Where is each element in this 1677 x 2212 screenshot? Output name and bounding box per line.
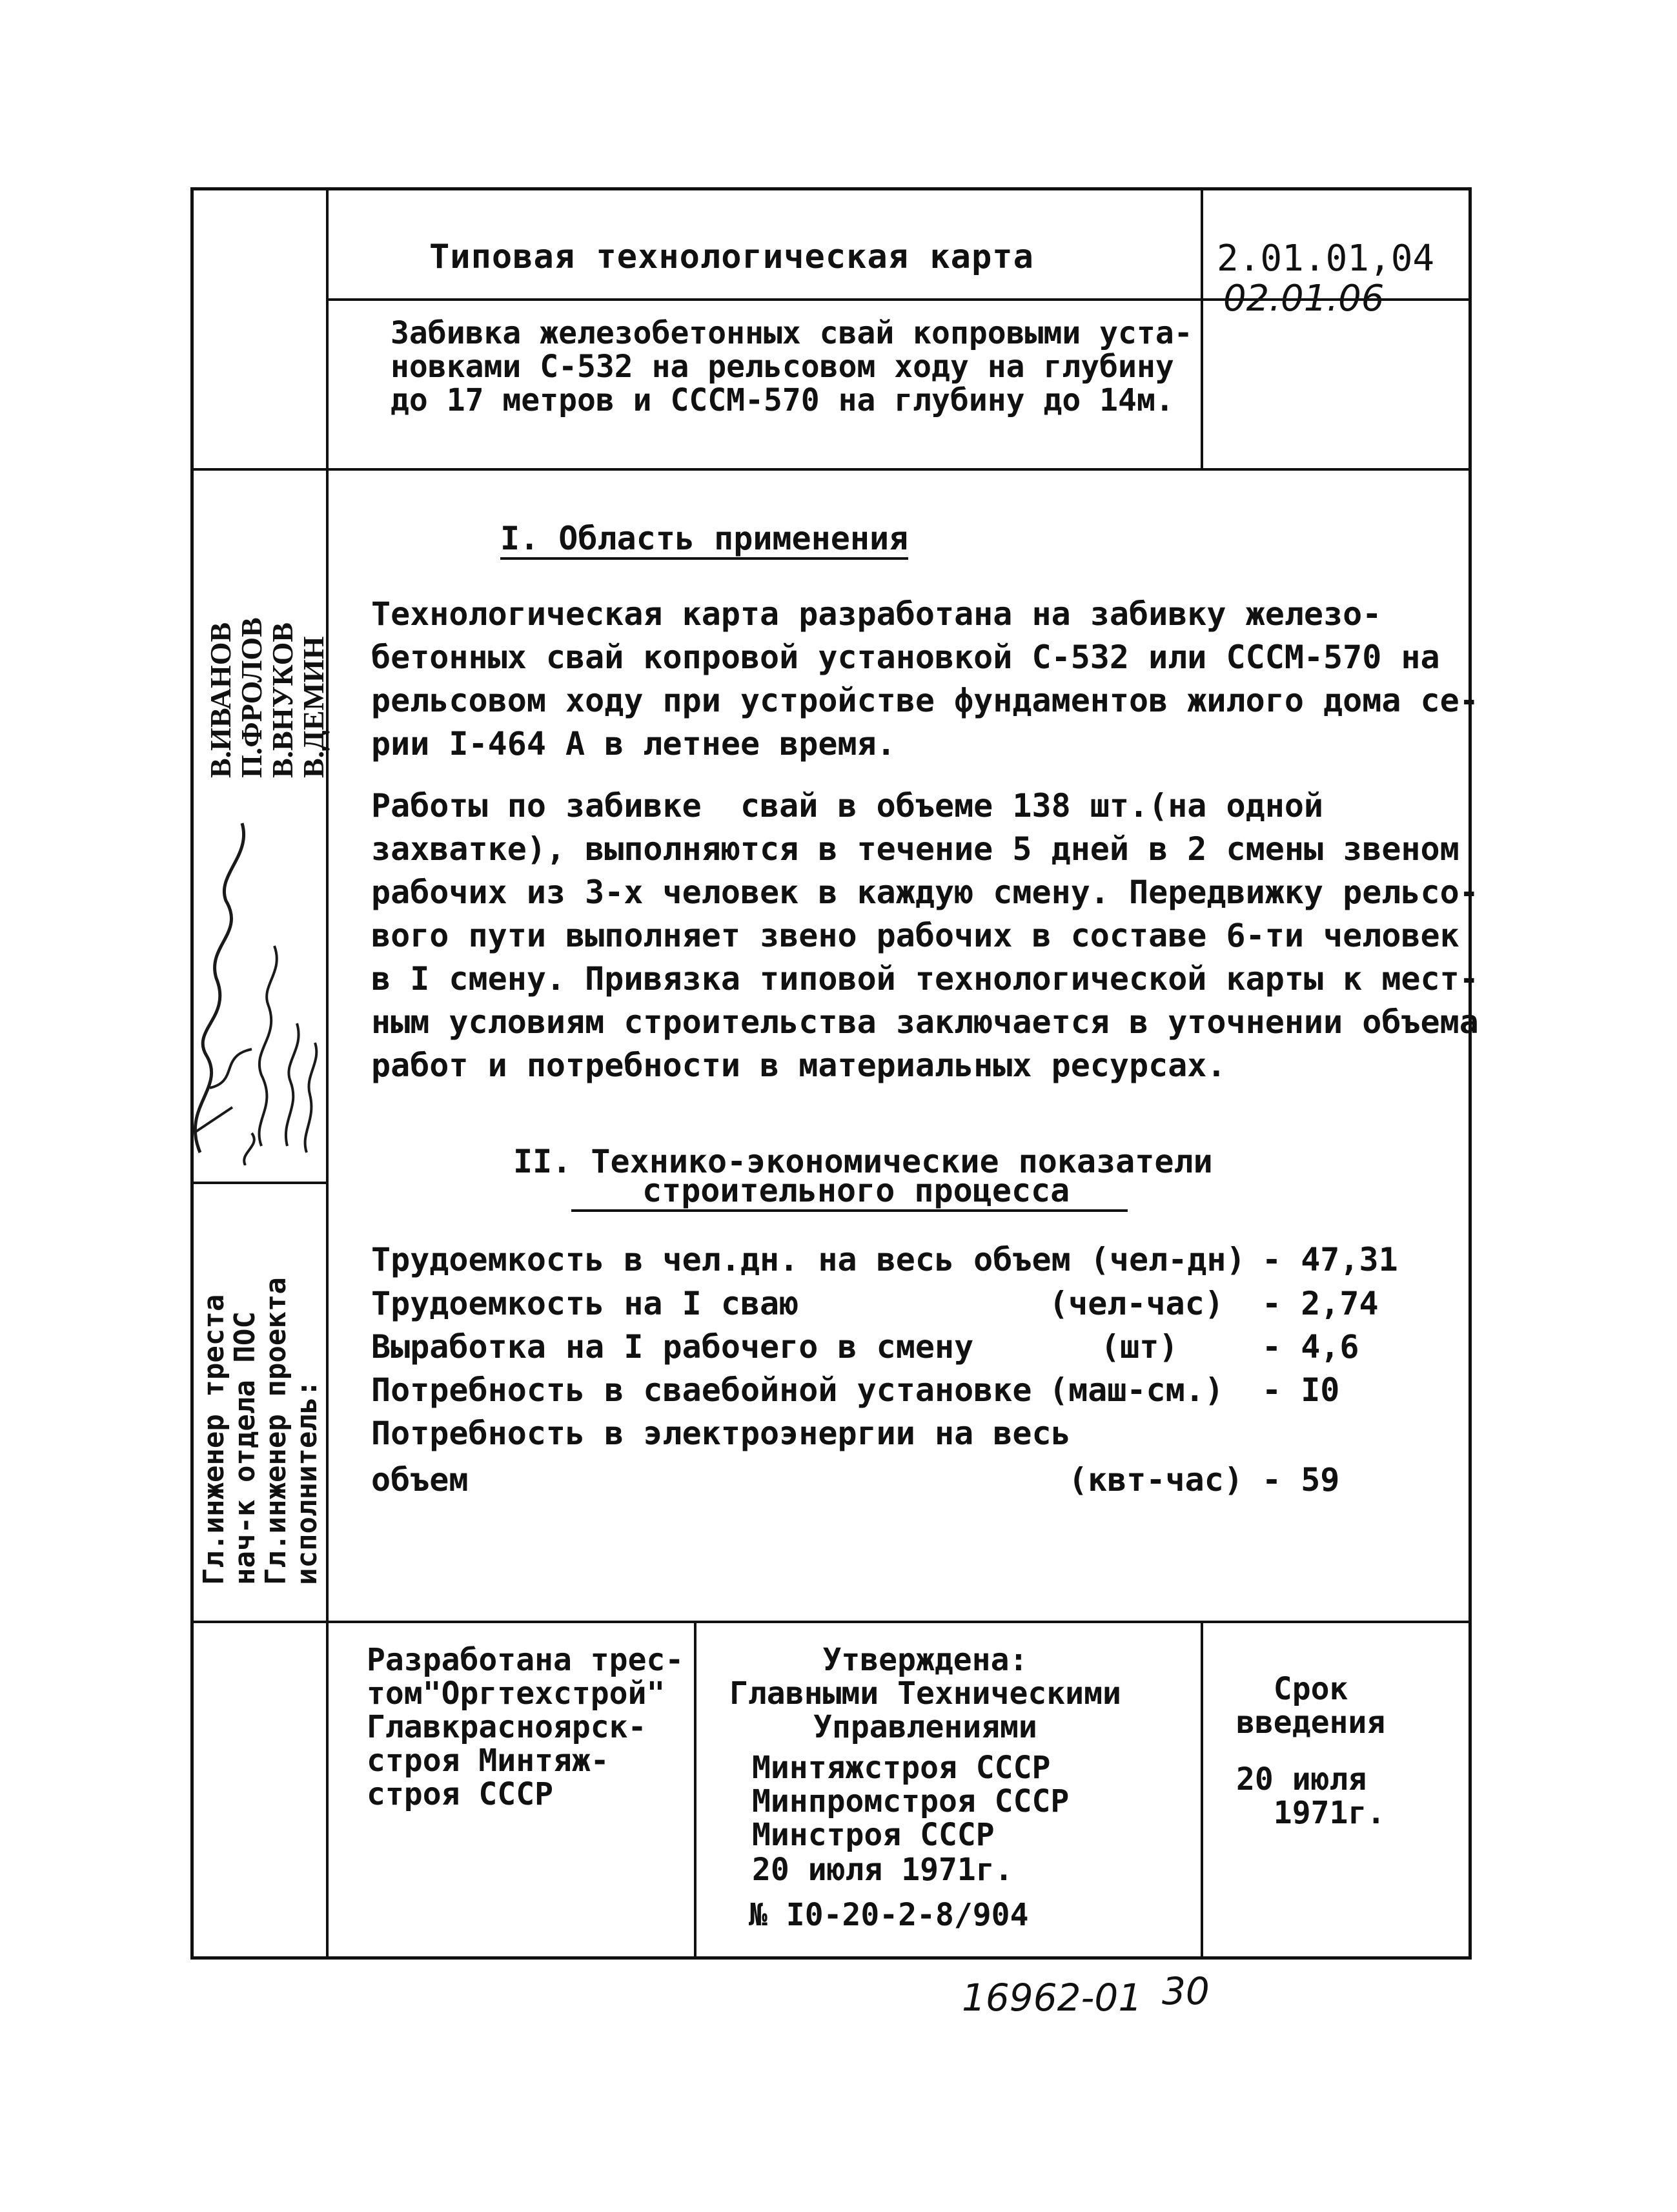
indicator-row xyxy=(371,1241,1417,1284)
section2-title-line1: II. Технико-экономические показатели xyxy=(513,1143,1213,1180)
card-subtitle: Забивка железобетонных свай копровыми уста- новками С-532 на рельсовом ходу на глубину до 17 метров и СССМ-570 на глубину до 14м. xyxy=(391,315,1193,418)
signatures-image xyxy=(155,784,326,1165)
footer-top-divider xyxy=(190,1621,1472,1623)
section1-paragraph2: Работы по забивке свай в объеме 138 шт.(на одной захватке), выполняются в течение 5 дней в 2 смены звеном рабочих из 3-х человек в каждую смену. Передвижку рельсо- вого пути выполняет звено рабочих в составе 6-ти человек в I смену. Привязка типовой технологической карты к мест- ным условиям строительства заключается в уточнении объема работ и потребности в материальных ресурсах. xyxy=(371,787,1479,1084)
developed-by: Разработана трес- том"Оргтехстрой" Главкрасноярск- строя Минтяж- строя СССР xyxy=(367,1642,684,1812)
term-label: Срок введения xyxy=(1236,1671,1386,1741)
indicator-label: Потребность в сваебойной установке xyxy=(371,1371,1032,1409)
footer-divider-2 xyxy=(1201,1621,1203,1958)
card-code-handwritten: 02.01.06 xyxy=(1223,278,1385,320)
indicator-unit: (маш-см.) xyxy=(1049,1371,1224,1409)
indicator-value: - 47,31 xyxy=(1262,1241,1398,1278)
sidebar-roles: Гл.инженер треста нач-к отдела ПОС Гл.инженер проекта исполнитель: xyxy=(198,1277,323,1585)
indicator-label: Потребность в электроэнергии на весь xyxy=(371,1415,1071,1452)
approved-date: 20 июля 1971г. xyxy=(752,1852,1013,1888)
indicator-label: Трудоемкость на I сваю xyxy=(371,1285,799,1322)
header-code-divider xyxy=(1201,189,1203,469)
indicator-label: объем xyxy=(371,1461,469,1499)
header-bottom-divider xyxy=(190,468,1472,471)
indicator-label: Трудоемкость в чел.дн. на весь объем (чел-дн) xyxy=(371,1241,1246,1278)
sidebar-mid-divider xyxy=(190,1182,327,1184)
bottom-note-page: 30 xyxy=(1162,1969,1210,2013)
sidebar-divider xyxy=(326,189,329,1958)
indicator-row xyxy=(371,1461,1417,1504)
indicator-label: Выработка на I рабочего в смену xyxy=(371,1328,974,1366)
footer-divider-1 xyxy=(694,1621,696,1958)
sidebar-names: В.ИВАНОВ П.ФРОЛОВ В.ВНУКОВ В.ДЕМИН xyxy=(204,617,330,778)
card-title: Типовая технологическая карта xyxy=(429,238,1034,276)
indicator-row xyxy=(371,1415,1417,1457)
approved-ministries: Минтяжстроя СССР Минпромстроя СССР Минстроя СССР xyxy=(752,1750,1070,1853)
indicator-unit: (чел-час) xyxy=(1049,1285,1224,1322)
approved-number: № I0-20-2-8/904 xyxy=(749,1897,1029,1933)
indicator-row xyxy=(371,1328,1417,1371)
indicator-row xyxy=(371,1285,1417,1327)
approved-heading: Утверждена: Главными Техническими Управлениями xyxy=(729,1642,1121,1745)
indicator-value: - I0 xyxy=(1262,1371,1340,1409)
indicator-value: - 4,6 xyxy=(1262,1328,1359,1366)
indicator-unit: (квт-час) xyxy=(1068,1461,1243,1499)
indicator-row xyxy=(371,1371,1417,1414)
card-code: 2.01.01,04 xyxy=(1217,238,1435,280)
term-date: 20 июля 1971г. xyxy=(1236,1761,1386,1831)
indicator-value: - 2,74 xyxy=(1262,1285,1379,1322)
section1-title: I. Область применения xyxy=(500,520,908,560)
section1-paragraph1: Технологическая карта разработана на забивку железо- бетонных свай копровой установкой С-532 или СССМ-570 на рельсовом ходу при устройстве фундаментов жилого дома се- рии I-464 А в летнее время. xyxy=(371,595,1479,763)
indicator-value: - 59 xyxy=(1262,1461,1340,1499)
section2-title-line2: строительного процесса xyxy=(571,1172,1128,1212)
indicator-unit: (шт) xyxy=(1101,1328,1179,1366)
bottom-note-number: 16962-01 xyxy=(962,1976,1143,2020)
